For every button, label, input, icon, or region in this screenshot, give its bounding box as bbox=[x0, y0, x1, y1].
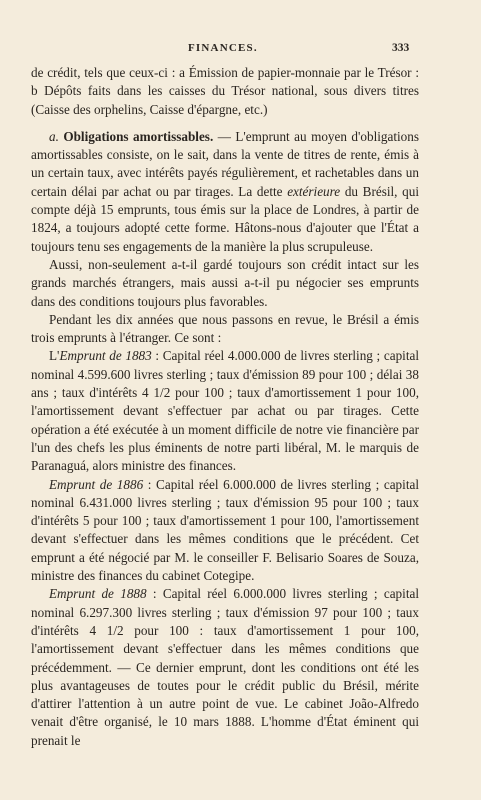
section-marker: a. bbox=[49, 128, 59, 144]
paragraph-obligations bbox=[31, 128, 419, 256]
paragraph-credit bbox=[31, 256, 419, 311]
paragraph-text: Pendant les dix années que nous passons en revue, le Brésil a émis trois emprunts à l'étranger. Ce sont : bbox=[31, 311, 419, 346]
body-text bbox=[31, 64, 419, 750]
paragraph-loan-1888 bbox=[31, 585, 419, 750]
paragraph-text: Aussi, non-seulement a-t-il gardé toujours son crédit intact sur les grands marchés étrangers, mais aussi a-t-il pu négocier ses emprunts dans des conditions toujours plus favorables. bbox=[31, 256, 419, 309]
running-title: FINANCES. bbox=[188, 42, 258, 54]
paragraph-loan-1886 bbox=[31, 476, 419, 586]
paragraph-text: L' bbox=[49, 348, 60, 364]
paragraph-text: : Capital réel 6.000.000 de livres sterling ; capital nominal 6.431.000 livres sterling ; taux d'émission 95 pour 100 ; taux d'intérêts 5 pour 100 ; taux d'amortissement 1 pour 100, l'amortissement devant s'effectuer dans les mêmes conditions que le précédent. Cet emprunt a été négocié par M. le conseiller F. Belisario Soares de Souza, ministre des finances du cabinet Cotegipe. bbox=[31, 476, 419, 584]
paragraph-text: du Brésil, qui compte déjà 15 emprunts, tous émis sur la place de Londres, à partir de 1824, a toujours adopté cette forme. Hâtons-nous d'ajouter que l'État a toujours tenu ses engagements de la manière la plus scrupuleuse. bbox=[31, 183, 419, 254]
paragraph-text: de crédit, tels que ceux-ci : a Émission de papier-monnaie par le Trésor : b Dépôts faits dans les caisses du Trésor national, sous divers titres (Caisse des orphelins, Caisse d'épargne, etc.) bbox=[31, 65, 419, 117]
loan-title-1888: Emprunt de 1888 bbox=[49, 586, 147, 602]
loan-title-1886: Emprunt de 1886 bbox=[49, 476, 144, 492]
paragraph-text: : Capital réel 6.000.000 livres sterling ; capital nominal 6.297.300 livres sterling ; taux d'émission 97 pour 100 ; taux d'intérêts 4 1/2 pour 100 : taux d'amortissement 1 pour 100, l'amortissement devant s'effectuer dans les mêmes conditions que précédemment. — Ce dernier emprunt, dont les conditions ont été les plus avantageuses de toutes pour le crédit public du Brésil, mérite d'attirer l'attention à un autre point de vue. Le cabinet João-Alfredo venait d'être organisé, le 10 mars 1888. L'homme d'État éminent qui prenait le bbox=[31, 586, 419, 748]
paragraph-continuation bbox=[31, 64, 419, 119]
paragraph-text: : Capital réel 4.000.000 de livres sterling ; capital nominal 4.599.600 livres sterling ; taux d'émission 89 pour 100 ; délai 38 ans ; taux d'intérêts 4 1/2 pour 100 ; taux d'amortissement 1 pour 100, l'amortissement devant s'effectuer par achat ou par tirages. Cette opération a été exécutée à un moment difficile de notre vie financière par l'un des chefs les plus éminents de notre parti libéral, M. le marquis de Paranaguá, alors ministre des finances. bbox=[31, 348, 420, 474]
paragraph-text: — L'emprunt au moyen d'obligations amortissables consiste, on le sait, dans la vente de titres de rente, émis à un certain taux, avec intérêts payés régulièrement, et rachetables dans un certain délai par achat ou par tirages. La dette bbox=[31, 128, 419, 199]
paragraph-three-loans bbox=[31, 311, 419, 348]
loan-title-1883: Emprunt de 1883 bbox=[59, 348, 152, 364]
italic-term: extérieure bbox=[287, 183, 341, 199]
page-header bbox=[0, 42, 481, 60]
paragraph-loan-1883 bbox=[31, 347, 419, 475]
section-heading: Obligations amortissables. bbox=[63, 128, 214, 144]
page-number: 333 bbox=[392, 42, 410, 54]
